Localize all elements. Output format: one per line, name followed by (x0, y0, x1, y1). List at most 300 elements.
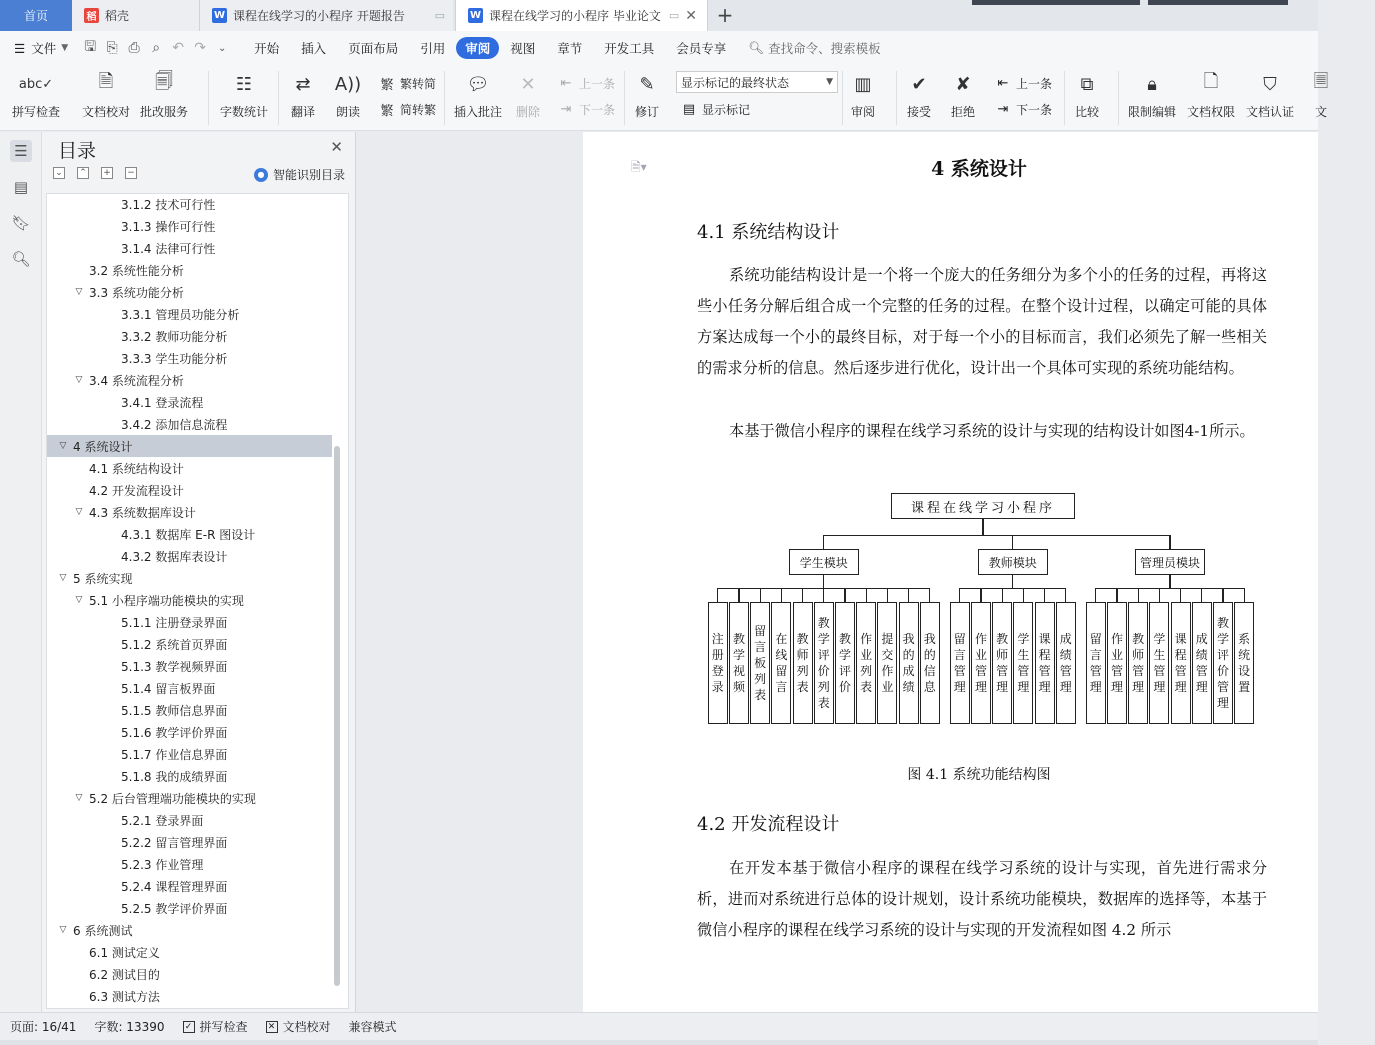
toc-item-label: 3.1.4 法律可行性 (121, 241, 216, 256)
diagram-leaf-char: 学 (1153, 632, 1166, 646)
toc-item-label: 6.3 测试方法 (89, 989, 160, 1004)
toc-item[interactable] (47, 853, 332, 875)
title-strip (1148, 0, 1288, 5)
diagram-connector (1159, 588, 1160, 602)
convert-icon: 繁 (380, 77, 394, 93)
diagram-leaf-char: 的 (923, 648, 936, 662)
diagram-leaf-box (708, 602, 728, 724)
diagram-leaf-char: 评 (817, 648, 830, 662)
print-icon[interactable]: ⎙ (128, 40, 140, 56)
menu-item-insert[interactable]: 插入 (301, 41, 327, 56)
diagram-leaf-box (793, 602, 813, 724)
toc-item[interactable] (47, 435, 332, 457)
toc-item[interactable] (47, 479, 332, 501)
file-menu[interactable] (0, 37, 79, 59)
diagram-leaf-char: 作 (860, 632, 873, 646)
search-icon[interactable]: 🔍︎ (11, 250, 31, 268)
bottom-border (0, 1040, 1318, 1045)
diagram-leaf-char: 成 (1059, 632, 1072, 646)
tab-bar (0, 0, 1318, 31)
next-comment-button[interactable] (557, 100, 615, 118)
toc-item[interactable] (47, 831, 332, 853)
ribbon-divider (1064, 71, 1065, 125)
compare-icon: ⧉ (1080, 73, 1094, 95)
diagram-connector (1244, 588, 1245, 602)
diagram-leaf-char: 理 (1195, 680, 1208, 694)
insert-comment-label: 插入批注 (454, 105, 503, 119)
toc-item-label: 5.2 后台管理端功能模块的实现 (89, 791, 256, 806)
diagram-connector (1169, 575, 1170, 588)
menu-item-view[interactable]: 视图 (510, 41, 536, 56)
smart-toc-label: 智能识别目录 (272, 168, 345, 182)
doc-proof-icon: 🗎 (98, 71, 114, 92)
diagram-leaf-char: 管 (1153, 664, 1166, 678)
toc-item-label: 3.3 系统功能分析 (89, 285, 184, 300)
toc-item[interactable] (47, 963, 332, 985)
toc-item-label: 6 系统测试 (73, 923, 133, 938)
toc-item-label: 5.1.8 我的成绩界面 (121, 769, 228, 784)
diagram-connector (1116, 588, 1117, 602)
diagram-leaf-box (920, 602, 940, 724)
diagram-leaf-char: 在 (775, 632, 788, 646)
chevron-down-icon[interactable]: ▽ (59, 573, 67, 583)
diagram-connector (823, 588, 824, 602)
prev-comment-button[interactable] (557, 74, 615, 92)
toc-item-label: 3.4 系统流程分析 (89, 373, 184, 388)
diagram-leaf-char: 理 (1017, 680, 1030, 694)
read-aloud-button[interactable] (333, 69, 363, 120)
toc-item[interactable] (47, 875, 332, 897)
toc-item[interactable] (47, 633, 332, 655)
diagram-leaf-char: 教 (796, 632, 809, 646)
reject-label: 拒绝 (950, 105, 975, 119)
chapter-nav-icon[interactable]: ▤ (13, 178, 29, 196)
diagram-leaf-char: 频 (732, 680, 745, 694)
to-simplified-button[interactable] (378, 100, 436, 118)
diagram-leaf-char: 成 (1195, 632, 1208, 646)
status-doc-proof[interactable] (266, 1018, 331, 1035)
toc-item[interactable] (47, 677, 332, 699)
command-search[interactable] (737, 37, 891, 59)
diagram-leaf-char: 管 (1216, 680, 1229, 694)
doc-permission-button[interactable] (1187, 69, 1235, 120)
more-button[interactable] (1306, 69, 1336, 120)
toc-item[interactable] (47, 391, 332, 413)
toc-item-label: 5.1.5 教师信息界面 (121, 703, 228, 718)
reject-button[interactable] (948, 69, 978, 120)
save-icon[interactable]: 🖫 (84, 39, 97, 55)
diagram-leaf-char: 作 (881, 664, 894, 678)
toc-item-label: 5.2.1 登录界面 (121, 813, 204, 828)
diagram-leaf-char: 理 (953, 680, 966, 694)
menu-icon: ☰ (14, 40, 26, 56)
read-aloud-label: 朗读 (335, 105, 360, 119)
diagram-leaf-char: 管 (974, 664, 987, 678)
tab-docer[interactable] (72, 0, 200, 31)
toc-item[interactable] (47, 259, 332, 281)
tab-home-label: 首页 (23, 9, 48, 23)
word-count-indicator[interactable]: 字数: 13390 (94, 1020, 165, 1034)
customize-icon[interactable]: ⌄ (217, 42, 227, 54)
page-indicator[interactable]: 页面: 16/41 (10, 1020, 77, 1034)
status-proof-label: 文档校对 (282, 1020, 331, 1034)
diagram-leaf-char: 业 (881, 680, 894, 694)
toc-item[interactable] (47, 545, 332, 567)
toc-item-label: 4.3 系统数据库设计 (89, 505, 196, 520)
show-markup-label: 显示标记 (702, 102, 751, 117)
diagram-leaf-char: 留 (754, 624, 767, 638)
diagram-leaf-char: 管 (1174, 664, 1187, 678)
toc-item[interactable] (47, 523, 332, 545)
next-icon: ⇥ (560, 101, 572, 117)
close-icon[interactable]: ✕ (330, 138, 343, 156)
toc-item[interactable] (47, 501, 332, 523)
diagram-leaf-box (814, 602, 834, 724)
side-icon-strip (0, 132, 42, 1012)
toc-item-label: 4.3.1 数据库 E-R 图设计 (121, 527, 256, 542)
toc-item[interactable] (47, 655, 332, 677)
diagram-leaf-char: 理 (1059, 680, 1072, 694)
toc-item-label: 5.1.1 注册登录界面 (121, 615, 228, 630)
translate-button[interactable] (288, 69, 318, 120)
menu-item-references[interactable]: 引用 (420, 41, 446, 56)
diagram-leaf-char: 教 (996, 632, 1009, 646)
toc-panel-icon[interactable]: ☰ (10, 140, 32, 162)
expand-all-icon[interactable]: ⌃ (77, 167, 89, 179)
revise-service-button[interactable] (140, 69, 188, 120)
toc-item-label: 3.4.2 添加信息流程 (121, 417, 228, 432)
word-count-icon: ☷ (235, 73, 253, 95)
ai-icon: ● (254, 168, 268, 182)
diagram-leaf-char: 生 (1017, 648, 1030, 662)
collapse-all-icon[interactable]: ⌄ (53, 167, 65, 179)
toc-item-label: 5.1.2 系统首页界面 (121, 637, 228, 652)
review-pane-icon: ▥ (854, 73, 872, 95)
diagram-leaf-char: 录 (711, 680, 724, 694)
toc-item[interactable] (47, 215, 332, 237)
diagram-connector (1012, 535, 1013, 549)
next-change-button[interactable] (994, 100, 1052, 118)
diagram-leaf-char: 设 (1238, 664, 1251, 678)
page-options-icon[interactable]: 🗎▾ (631, 160, 647, 174)
tab-home[interactable] (0, 0, 72, 31)
prev-change-button[interactable] (994, 74, 1052, 92)
toc-item[interactable] (47, 281, 332, 303)
body-paragraph: 本基于微信小程序的课程在线学习系统的设计与实现的结构设计如图4-1所示。 (729, 422, 1255, 440)
diagram-leaf-char: 注 (711, 632, 724, 646)
diagram-connector (1169, 535, 1170, 549)
tab-doc-proposal-label: 课程在线学习的小程序 开题报告 (233, 9, 405, 23)
toc-item-label: 5.1.6 教学评价界面 (121, 725, 228, 740)
ribbon-divider (444, 71, 445, 125)
toc-item-label: 3.3.2 教师功能分析 (121, 329, 228, 344)
diagram-connector (887, 588, 888, 602)
diagram-leaf-box (899, 602, 919, 724)
diagram-leaf-char: 价 (838, 680, 851, 694)
diagram-leaf-box (1056, 602, 1076, 724)
diagram-leaf-char: 表 (860, 680, 873, 694)
diagram-leaf-char: 绩 (902, 680, 915, 694)
diagram-connector (1138, 588, 1139, 602)
status-spell-check[interactable] (183, 1018, 248, 1035)
add-tab-button[interactable]: + (716, 3, 734, 27)
review-ribbon (0, 65, 1329, 131)
diagram-connector (908, 588, 909, 602)
diagram-connector (1222, 588, 1223, 602)
toc-item-label: 5.2.3 作业管理 (121, 857, 204, 872)
toc-panel (42, 132, 356, 1012)
show-markup-icon: ▤ (682, 101, 696, 117)
diagram-leaf-char: 册 (711, 648, 724, 662)
toc-item[interactable] (47, 303, 332, 325)
show-markup-button[interactable] (680, 100, 750, 118)
diagram-leaf-char: 线 (775, 648, 788, 662)
next-change-label: 下一条 (1016, 102, 1053, 117)
cloud-icon: ▭ (668, 9, 680, 22)
toc-item[interactable] (47, 237, 332, 259)
command-search-placeholder: 查找命令、搜索模板 (768, 41, 881, 56)
toc-item[interactable] (47, 611, 332, 633)
chevron-down-icon: ▼ (826, 77, 833, 87)
ribbon-divider (842, 71, 843, 125)
diagram-leaf-char: 理 (1038, 680, 1051, 694)
export-icon[interactable]: ⎘ (106, 40, 118, 56)
chevron-down-icon[interactable]: ▽ (59, 925, 67, 935)
tab-doc-proposal[interactable] (200, 0, 453, 31)
diagram-connector (1095, 588, 1096, 602)
word-count-button[interactable] (220, 69, 268, 120)
toc-item[interactable] (47, 765, 332, 787)
menu-item-developer[interactable]: 开发工具 (604, 41, 655, 56)
chevron-down-icon[interactable]: ▽ (75, 507, 83, 517)
undo-icon[interactable]: ↶ (172, 40, 185, 56)
menu-item-layout[interactable]: 页面布局 (348, 41, 399, 56)
next-icon: ⇥ (997, 101, 1009, 117)
toc-item[interactable] (47, 325, 332, 347)
search-icon: 🔍︎ (748, 40, 765, 55)
diagram-leaf-char: 管 (1089, 664, 1102, 678)
menu-item-review[interactable]: 审阅 (456, 37, 499, 59)
diagram-connector (738, 588, 739, 602)
toc-item[interactable] (47, 699, 332, 721)
toc-item[interactable] (47, 743, 332, 765)
toc-item-label: 3.3.1 管理员功能分析 (121, 307, 240, 322)
diagram-leaf-char: 理 (1174, 680, 1187, 694)
toc-item[interactable] (47, 721, 332, 743)
shield-icon: ⛉ (1263, 73, 1277, 95)
toc-item[interactable] (47, 347, 332, 369)
diagram-connector (1044, 588, 1045, 602)
diagram-leaf-box (1013, 602, 1033, 724)
toc-item[interactable] (47, 941, 332, 963)
menu-item-home[interactable]: 开始 (254, 41, 280, 56)
diagram-connector (1201, 588, 1202, 602)
diagram-leaf-char: 列 (860, 664, 873, 678)
file-menu-label: 文件 (31, 41, 57, 56)
diagram-leaf-char: 教 (1216, 616, 1229, 630)
toc-item-label: 4.2 开发流程设计 (89, 483, 184, 498)
diagram-connector (760, 588, 761, 602)
restrict-edit-button[interactable] (1128, 69, 1176, 120)
diagram-leaf-char: 我 (902, 632, 915, 646)
diagram-leaf-char: 课 (1174, 632, 1187, 646)
diagram-leaf-char: 管 (996, 664, 1009, 678)
diagram-connector (824, 535, 1170, 536)
review-pane-button[interactable] (848, 69, 878, 120)
compare-button[interactable] (1072, 69, 1102, 120)
diagram-leaf-box (835, 602, 855, 724)
revise-service-icon: 🗐 (155, 71, 173, 92)
diagram-leaf-char: 绩 (1059, 648, 1072, 662)
diagram-leaf-char: 登 (711, 664, 724, 678)
diagram-leaf-char: 业 (860, 648, 873, 662)
chevron-down-icon[interactable]: ▽ (59, 441, 67, 451)
translate-icon: ⇄ (295, 73, 311, 95)
toc-item[interactable] (47, 457, 332, 479)
diagram-leaf-char: 价 (817, 664, 830, 678)
redo-icon[interactable]: ↷ (194, 40, 207, 56)
diagram-leaf-char: 学 (732, 648, 745, 662)
diagram-leaf-char: 学 (1017, 632, 1030, 646)
translate-label: 翻译 (290, 105, 315, 119)
docer-icon: 稻 (84, 8, 99, 23)
diagram-connector (1065, 588, 1066, 602)
diagram-leaf-box (971, 602, 991, 724)
toc-item-label: 5 系统实现 (73, 571, 133, 586)
diagram-leaf-char: 管 (1132, 664, 1145, 678)
diagram-leaf-char: 置 (1238, 680, 1251, 694)
diagram-leaf-box (1035, 602, 1055, 724)
chevron-down-icon[interactable]: ▽ (75, 793, 83, 803)
figure-caption: 图 4.1 系统功能结构图 (907, 767, 1051, 783)
diagram-leaf-box (856, 602, 876, 724)
diagram-connector (802, 588, 803, 602)
smart-toc-button[interactable] (254, 166, 345, 183)
toc-item[interactable] (47, 413, 332, 435)
diagram-leaf-char: 成 (902, 664, 915, 678)
chevron-down-icon[interactable]: ▽ (75, 287, 83, 297)
toc-item[interactable] (47, 809, 332, 831)
toc-scrollbar[interactable] (334, 446, 340, 986)
tab-docer-label: 稻壳 (105, 9, 130, 23)
tab-doc-thesis[interactable] (455, 0, 708, 31)
cloud-icon: ▭ (434, 9, 445, 22)
diagram-leaf-char: 管 (1038, 664, 1051, 678)
diagram-leaf-char: 管 (1110, 664, 1123, 678)
print-preview-icon[interactable]: ⌕ (152, 40, 161, 56)
review-pane-label: 审阅 (850, 105, 875, 119)
add-heading-icon[interactable]: + (101, 167, 113, 179)
diagram-leaf-char: 业 (974, 648, 987, 662)
diagram-connector (781, 588, 782, 602)
accept-icon: ✔ (911, 73, 927, 95)
to-traditional-label: 繁转简 (400, 76, 437, 91)
diagram-leaf-char: 我 (923, 632, 936, 646)
toc-item[interactable] (47, 787, 332, 809)
diagram-leaf-box (771, 602, 791, 724)
remove-heading-icon[interactable]: − (125, 167, 137, 179)
toc-item[interactable] (47, 193, 332, 215)
diagram-leaf-char: 学 (1216, 632, 1229, 646)
diagram-module-box: 管理员模块 (1135, 549, 1205, 575)
track-changes-button[interactable] (632, 69, 662, 120)
accept-label: 接受 (906, 105, 931, 119)
diagram-leaf-char: 理 (974, 680, 987, 694)
permission-icon: 🗋 (1203, 71, 1219, 92)
diagram-leaf-char: 系 (1238, 632, 1251, 646)
delete-comment-icon: ✕ (520, 73, 536, 95)
diagram-connector (1023, 588, 1024, 602)
menu-item-member[interactable]: 会员专享 (676, 41, 727, 56)
toc-item-label: 5.2.5 教学评价界面 (121, 901, 228, 916)
diagram-leaf-char: 教 (838, 632, 851, 646)
toc-item[interactable] (47, 897, 332, 919)
prev-comment-label: 上一条 (579, 76, 616, 91)
diagram-leaf-char: 管 (1059, 664, 1072, 678)
menu-item-chapter[interactable]: 章节 (557, 41, 583, 56)
diagram-leaf-char: 视 (732, 664, 745, 678)
diagram-leaf-char: 师 (1132, 648, 1145, 662)
next-comment-label: 下一条 (579, 102, 616, 117)
diagram-root-box: 课程在线学习小程序 (891, 493, 1075, 519)
doc-proof-button[interactable] (82, 69, 130, 120)
checkbox-icon: ✓ (183, 1021, 195, 1033)
markup-display-select[interactable] (676, 71, 838, 93)
diagram-leaf-char: 程 (1038, 648, 1051, 662)
markup-display-value: 显示标记的最终状态 (681, 75, 790, 90)
delete-comment-button[interactable] (513, 69, 543, 120)
toc-item-label: 5.1.3 教学视频界面 (121, 659, 228, 674)
track-changes-icon: ✎ (639, 73, 655, 95)
diagram-connector (1180, 588, 1181, 602)
toc-item[interactable] (47, 919, 332, 941)
toc-item[interactable] (47, 589, 332, 611)
diagram-leaf-char: 学 (817, 632, 830, 646)
accept-button[interactable] (904, 69, 934, 120)
diagram-leaf-char: 理 (1132, 680, 1145, 694)
diagram-leaf-char: 提 (881, 632, 894, 646)
close-tab-icon[interactable]: ✕ (685, 7, 697, 24)
chevron-down-icon[interactable]: ▽ (75, 595, 83, 605)
doc-cert-button[interactable] (1246, 69, 1294, 120)
section-heading: 4.1 系统结构设计 (697, 222, 840, 243)
insert-comment-button[interactable] (454, 69, 502, 120)
diagram-leaf-char: 理 (1110, 680, 1123, 694)
document-page[interactable] (583, 132, 1318, 1012)
bookmark-icon[interactable]: 🔖︎ (11, 214, 31, 232)
spell-check-button[interactable] (12, 69, 60, 120)
diagram-leaf-box (1128, 602, 1148, 724)
to-traditional-button[interactable] (378, 74, 436, 92)
diagram-leaf-char: 作 (1110, 632, 1123, 646)
compare-label: 比较 (1074, 105, 1099, 119)
diagram-leaf-char: 言 (775, 680, 788, 694)
checkbox-icon: ✕ (266, 1021, 278, 1033)
diagram-module-box: 教师模块 (978, 549, 1048, 575)
toc-item[interactable] (47, 369, 332, 391)
diagram-connector (823, 535, 824, 549)
diagram-leaf-char: 留 (1089, 632, 1102, 646)
diagram-leaf-char: 信 (923, 664, 936, 678)
title-strip (972, 0, 1140, 5)
toc-item[interactable] (47, 567, 332, 589)
diagram-leaf-box (1171, 602, 1191, 724)
revise-service-label: 批改服务 (140, 105, 189, 119)
diagram-leaf-char: 表 (817, 696, 830, 710)
chevron-down-icon[interactable]: ▽ (75, 375, 83, 385)
word-count-label: 字数统计 (220, 105, 269, 119)
toc-item[interactable] (47, 985, 332, 1007)
